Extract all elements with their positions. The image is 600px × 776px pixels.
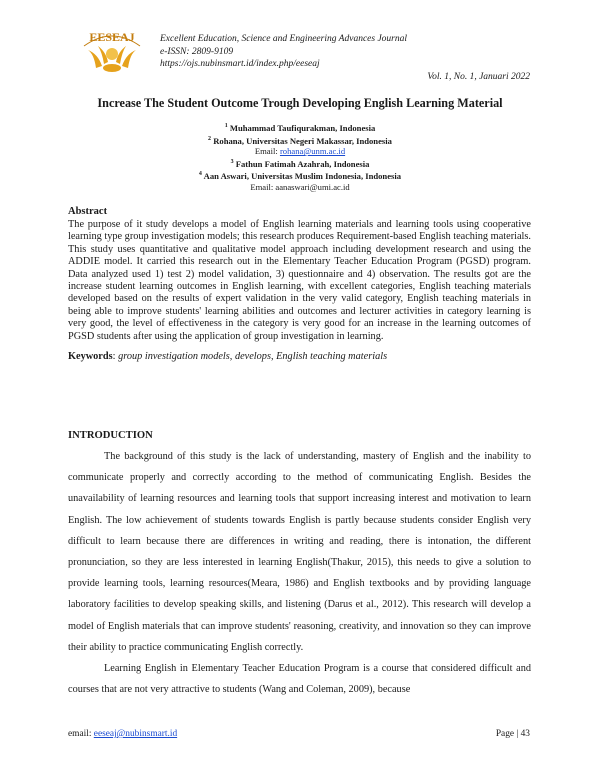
author-1: $^1$ Muhammad Taufiqurakman, Indonesia	[224, 122, 376, 133]
keywords-value: group investigation models, develops, English teaching materials	[118, 351, 388, 362]
journal-header	[160, 33, 407, 71]
author-block	[0, 121, 600, 193]
paper-title: Increase The Student Outcome Trough Developing English Learning Material	[97, 96, 503, 110]
intro-paragraph-1: The background of this study is the lack of understanding, mastery of English and the inability to communicate properly and correctly according to the method of communicating English. Besides the unavailability of learning resources and learning tools that support increasing interest and motivation to learn English. The low achievement of students towards English is partly because students consider English very difficult to learn because there are differences in writing and reading, there is intonation, the different pronunciation, so they are less interested in learning English(Thakur, 2015), this needs to give a solution to provide learning tools, learning resources(Meara, 1986) and English textbooks and by providing language laboratory facilities to develop speaking skills, and listening (Darus et al., 2012). This research will develop a model of English materials that can improve students' reasoning, creativity, and innovation so they can improve their ability to practice communicating English correctly.	[68, 451, 531, 653]
journal-name: Excellent Education, Science and Engineering Advances Journal	[160, 34, 408, 44]
page-number: Page | 43	[495, 729, 530, 739]
introduction-heading: INTRODUCTION	[68, 430, 153, 441]
author-3: $^3$ Fathun Fatimah Azahrah, Indonesia	[230, 158, 370, 169]
introduction-body	[68, 446, 531, 700]
intro-paragraph-2: Learning English in Elementary Teacher Education Program is a course that considered difficult and courses that are not very attractive to students (Wang and Coleman, 2009), because	[68, 663, 531, 696]
author-4-email: Email: aanaswari@umi.ac.id	[250, 181, 350, 192]
email-aanaswari: aanaswari@umi.ac.id	[275, 181, 350, 192]
journal-issn: e-ISSN: 2809-9109	[160, 46, 234, 57]
journal-logo	[74, 24, 150, 80]
email-link-rohana[interactable]: rohana@unm.ac.id	[279, 146, 346, 157]
volume-info: Vol. 1, No. 1, Januari 2022	[427, 72, 530, 82]
logo-lettering: EESEAJ	[89, 30, 135, 44]
keywords-line: Keywords: group investigation models, develops, English teaching materials	[68, 351, 388, 362]
abstract-heading: Abstract	[68, 206, 108, 217]
keywords-label: Keywords	[68, 351, 113, 362]
footer-email-link[interactable]: eeseaj@nubinsmart.id	[93, 729, 178, 739]
author-4: $^4$ Aan Aswari, Universitas Muslim Indonesia, Indonesia	[198, 171, 402, 182]
journal-url[interactable]: https://ojs.nubinsmart.id/index.php/eeseaj	[160, 59, 320, 69]
abstract-text: The purpose of it study develops a model of English learning materials and learning tools using cooperative learning type group investigation models; this research produces Requirement-based English teaching materials. This study uses quantitative and qualitative model approach including development research and using the ADDIE model. It carried this research out in the Elementary Teacher Education Program (PGSD) program. Data analyzed used 1) test 2) model validation, 3) questionnaire and 4) observation. The results got are the increase student learning outcomes in English learning, with excellent categories, English teaching materials developed based on the results of expert validation in the very valid category, English teaching materials in being able to improve students' learning abilities and outcomes and lecturer activities in category learning is very good, the level of effectiveness in the category is very good for an increase in the learning outcomes of PGSD students after using the application of group investigation in learning.	[68, 219, 531, 342]
footer-email: email: eeseaj@nubinsmart.id	[68, 729, 178, 739]
author-2-email: Email: rohana@unm.ac.id	[254, 146, 346, 157]
author-2: $^2$ Rohana, Universitas Negeri Makassar, Indonesia	[208, 135, 392, 146]
